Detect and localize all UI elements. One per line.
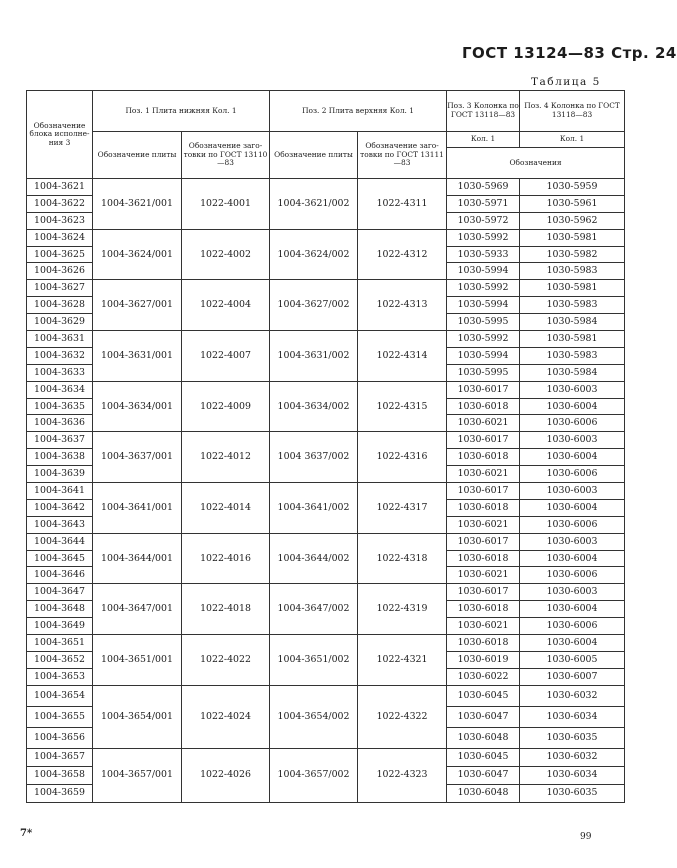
col3-cell: 1030-6017 <box>447 432 520 449</box>
col3-cell: 1030-6021 <box>447 567 520 584</box>
block-cell: 1004-3638 <box>27 449 93 466</box>
block-cell: 1004-3654 <box>27 685 93 706</box>
blank1-cell: 1022-4026 <box>182 748 270 802</box>
block-cell: 1004-3651 <box>27 635 93 652</box>
col4-cell: 1030-6006 <box>520 415 625 432</box>
plate2-cell: 1004-3651/002 <box>270 635 358 686</box>
block-cell: 1004-3647 <box>27 584 93 601</box>
col3-cell: 1030-5994 <box>447 263 520 280</box>
col4-cell: 1030-6003 <box>520 432 625 449</box>
blank2-cell: 1022-4311 <box>358 179 447 230</box>
blank1-cell: 1022-4002 <box>182 229 270 280</box>
standard-number: ГОСТ 13124—83 <box>462 44 606 62</box>
column-header-blank-2: Обозначение заго- товки по ГОСТ 13111—83 <box>358 132 447 179</box>
table-row <box>27 280 625 297</box>
page-number: Стр. 24 <box>611 44 677 62</box>
blank2-cell: 1022-4313 <box>358 280 447 331</box>
blank1-cell: 1022-4001 <box>182 179 270 230</box>
col4-cell: 1030-6005 <box>520 651 625 668</box>
block-cell: 1004-3655 <box>27 706 93 727</box>
col4-cell: 1030-6004 <box>520 601 625 618</box>
col4-cell: 1030-6035 <box>520 727 625 748</box>
plate1-cell: 1004-3654/001 <box>93 685 182 748</box>
col4-cell: 1030-5983 <box>520 347 625 364</box>
col3-cell: 1030-6018 <box>447 398 520 415</box>
blank1-cell: 1022-4004 <box>182 280 270 331</box>
col3-cell: 1030-6018 <box>447 635 520 652</box>
col3-cell: 1030-6017 <box>447 584 520 601</box>
blank2-cell: 1022-4317 <box>358 483 447 534</box>
plate2-cell: 1004-3634/002 <box>270 381 358 432</box>
plate1-cell: 1004-3634/001 <box>93 381 182 432</box>
plate1-cell: 1004-3624/001 <box>93 229 182 280</box>
block-cell: 1004-3656 <box>27 727 93 748</box>
block-cell: 1004-3628 <box>27 297 93 314</box>
blank1-cell: 1022-4007 <box>182 331 270 382</box>
blank1-cell: 1022-4018 <box>182 584 270 635</box>
col3-cell: 1030-5933 <box>447 246 520 263</box>
block-cell: 1004-3645 <box>27 550 93 567</box>
block-cell: 1004-3621 <box>27 179 93 196</box>
col3-cell: 1030-6018 <box>447 499 520 516</box>
column-header-blank-1: Обозначение заго- товки по ГОСТ 13110—83 <box>182 132 270 179</box>
col4-cell: 1030-6003 <box>520 381 625 398</box>
plate2-cell: 1004-3621/002 <box>270 179 358 230</box>
col3-cell: 1030-6048 <box>447 727 520 748</box>
block-cell: 1004-3652 <box>27 651 93 668</box>
blank2-cell: 1022-4312 <box>358 229 447 280</box>
col4-cell: 1030-6007 <box>520 668 625 685</box>
col4-cell: 1030-5983 <box>520 263 625 280</box>
table-row <box>27 432 625 449</box>
components-table <box>26 90 625 803</box>
blank2-cell: 1022-4321 <box>358 635 447 686</box>
plate1-cell: 1004-3641/001 <box>93 483 182 534</box>
block-cell: 1004-3635 <box>27 398 93 415</box>
blank2-cell: 1022-4316 <box>358 432 447 483</box>
plate2-cell: 1004 3637/002 <box>270 432 358 483</box>
plate1-cell: 1004-3657/001 <box>93 748 182 802</box>
col3-cell: 1030-5992 <box>447 229 520 246</box>
column-header-plate-2: Обозначение плиты <box>270 132 358 179</box>
col3-cell: 1030-6018 <box>447 601 520 618</box>
col4-cell: 1030-6035 <box>520 784 625 802</box>
col3-cell: 1030-6021 <box>447 516 520 533</box>
blank2-cell: 1022-4318 <box>358 533 447 584</box>
block-cell: 1004-3637 <box>27 432 93 449</box>
col4-cell: 1030-5984 <box>520 364 625 381</box>
col3-cell: 1030-6048 <box>447 784 520 802</box>
col4-cell: 1030-6006 <box>520 618 625 635</box>
block-cell: 1004-3641 <box>27 483 93 500</box>
blank2-cell: 1022-4319 <box>358 584 447 635</box>
col4-cell: 1030-5981 <box>520 331 625 348</box>
plate1-cell: 1004-3651/001 <box>93 635 182 686</box>
col4-cell: 1030-5962 <box>520 212 625 229</box>
block-cell: 1004-3633 <box>27 364 93 381</box>
table-row <box>27 331 625 348</box>
col3-cell: 1030-6047 <box>447 706 520 727</box>
column-header-plate-1: Обозначение плиты <box>93 132 182 179</box>
blank1-cell: 1022-4012 <box>182 432 270 483</box>
col3-cell: 1030-6019 <box>447 651 520 668</box>
col3-cell: 1030-6045 <box>447 685 520 706</box>
col3-cell: 1030-5972 <box>447 212 520 229</box>
block-cell: 1004-3657 <box>27 748 93 766</box>
plate1-cell: 1004-3627/001 <box>93 280 182 331</box>
column-header-pos1: Поз. 1 Плита нижняя Кол. 1 <box>93 91 270 132</box>
col4-cell: 1030-5983 <box>520 297 625 314</box>
blank2-cell: 1022-4314 <box>358 331 447 382</box>
col4-cell: 1030-5981 <box>520 229 625 246</box>
plate2-cell: 1004-3644/002 <box>270 533 358 584</box>
block-cell: 1004-3648 <box>27 601 93 618</box>
block-cell: 1004-3639 <box>27 466 93 483</box>
blank1-cell: 1022-4016 <box>182 533 270 584</box>
col4-cell: 1030-6004 <box>520 635 625 652</box>
col3-cell: 1030-6017 <box>447 483 520 500</box>
col3-cell: 1030-5994 <box>447 297 520 314</box>
col4-cell: 1030-6032 <box>520 685 625 706</box>
signature-mark: 7* <box>20 828 33 839</box>
blank1-cell: 1022-4022 <box>182 635 270 686</box>
plate1-cell: 1004-3647/001 <box>93 584 182 635</box>
col4-cell: 1030-6004 <box>520 499 625 516</box>
col3-cell: 1030-6021 <box>447 466 520 483</box>
table-label: Таблица 5 <box>531 76 601 88</box>
col3-cell: 1030-5992 <box>447 331 520 348</box>
col3-cell: 1030-5995 <box>447 364 520 381</box>
block-cell: 1004-3624 <box>27 229 93 246</box>
col3-cell: 1030-6017 <box>447 381 520 398</box>
col4-cell: 1030-5981 <box>520 280 625 297</box>
column-header-designation: Обозначения <box>447 148 625 179</box>
column-header-pos3: Поз. 3 Колонка по ГОСТ 13118—83 <box>447 91 520 132</box>
block-cell: 1004-3631 <box>27 331 93 348</box>
col4-cell: 1030-5984 <box>520 314 625 331</box>
block-cell: 1004-3629 <box>27 314 93 331</box>
block-cell: 1004-3643 <box>27 516 93 533</box>
block-cell: 1004-3644 <box>27 533 93 550</box>
standard-header <box>462 44 677 62</box>
block-cell: 1004-3653 <box>27 668 93 685</box>
col4-cell: 1030-6003 <box>520 584 625 601</box>
block-cell: 1004-3627 <box>27 280 93 297</box>
col3-cell: 1030-5994 <box>447 347 520 364</box>
table-row <box>27 229 625 246</box>
col3-cell: 1030-6047 <box>447 766 520 784</box>
block-cell: 1004-3625 <box>27 246 93 263</box>
plate2-cell: 1004-3624/002 <box>270 229 358 280</box>
col3-cell: 1030-5971 <box>447 195 520 212</box>
blank1-cell: 1022-4014 <box>182 483 270 534</box>
plate2-cell: 1004-3627/002 <box>270 280 358 331</box>
table-row <box>27 483 625 500</box>
blank2-cell: 1022-4315 <box>358 381 447 432</box>
col3-cell: 1030-5969 <box>447 179 520 196</box>
sheet-number: 99 <box>580 832 592 842</box>
block-cell: 1004-3623 <box>27 212 93 229</box>
plate2-cell: 1004-3647/002 <box>270 584 358 635</box>
table-row <box>27 381 625 398</box>
block-cell: 1004-3658 <box>27 766 93 784</box>
plate1-cell: 1004-3637/001 <box>93 432 182 483</box>
col4-cell: 1030-5961 <box>520 195 625 212</box>
col4-cell: 1030-6004 <box>520 550 625 567</box>
table-row <box>27 584 625 601</box>
column-header-pos4-qty: Кол. 1 <box>520 132 625 148</box>
col4-cell: 1030-6003 <box>520 533 625 550</box>
col3-cell: 1030-6017 <box>447 533 520 550</box>
col4-cell: 1030-6032 <box>520 748 625 766</box>
table-row <box>27 685 625 706</box>
blank2-cell: 1022-4323 <box>358 748 447 802</box>
block-cell: 1004-3634 <box>27 381 93 398</box>
block-cell: 1004-3632 <box>27 347 93 364</box>
col4-cell: 1030-6003 <box>520 483 625 500</box>
block-cell: 1004-3622 <box>27 195 93 212</box>
col3-cell: 1030-6018 <box>447 449 520 466</box>
col3-cell: 1030-5995 <box>447 314 520 331</box>
col4-cell: 1030-6006 <box>520 516 625 533</box>
col3-cell: 1030-5992 <box>447 280 520 297</box>
col4-cell: 1030-6034 <box>520 766 625 784</box>
col4-cell: 1030-5959 <box>520 179 625 196</box>
col4-cell: 1030-6004 <box>520 398 625 415</box>
block-cell: 1004-3636 <box>27 415 93 432</box>
blank2-cell: 1022-4322 <box>358 685 447 748</box>
blank1-cell: 1022-4024 <box>182 685 270 748</box>
col3-cell: 1030-6045 <box>447 748 520 766</box>
table-row <box>27 635 625 652</box>
col3-cell: 1030-6018 <box>447 550 520 567</box>
column-header-block: Обозначение блока исполне- ния 3 <box>27 91 93 179</box>
block-cell: 1004-3642 <box>27 499 93 516</box>
plate1-cell: 1004-3621/001 <box>93 179 182 230</box>
col4-cell: 1030-6034 <box>520 706 625 727</box>
col4-cell: 1030-6006 <box>520 567 625 584</box>
table-row <box>27 533 625 550</box>
table-row <box>27 748 625 766</box>
column-header-pos3-qty: Кол. 1 <box>447 132 520 148</box>
col3-cell: 1030-6021 <box>447 618 520 635</box>
block-cell: 1004-3659 <box>27 784 93 802</box>
column-header-pos2: Поз. 2 Плита верхняя Кол. 1 <box>270 91 447 132</box>
col4-cell: 1030-6006 <box>520 466 625 483</box>
block-cell: 1004-3626 <box>27 263 93 280</box>
col3-cell: 1030-6021 <box>447 415 520 432</box>
plate2-cell: 1004-3631/002 <box>270 331 358 382</box>
col4-cell: 1030-6004 <box>520 449 625 466</box>
plate2-cell: 1004-3641/002 <box>270 483 358 534</box>
block-cell: 1004-3646 <box>27 567 93 584</box>
plate2-cell: 1004-3654/002 <box>270 685 358 748</box>
plate2-cell: 1004-3657/002 <box>270 748 358 802</box>
table-row <box>27 179 625 196</box>
column-header-pos4: Поз. 4 Колонка по ГОСТ 13118—83 <box>520 91 625 132</box>
block-cell: 1004-3649 <box>27 618 93 635</box>
blank1-cell: 1022-4009 <box>182 381 270 432</box>
plate1-cell: 1004-3644/001 <box>93 533 182 584</box>
col4-cell: 1030-5982 <box>520 246 625 263</box>
plate1-cell: 1004-3631/001 <box>93 331 182 382</box>
col3-cell: 1030-6022 <box>447 668 520 685</box>
table-body <box>27 179 625 803</box>
